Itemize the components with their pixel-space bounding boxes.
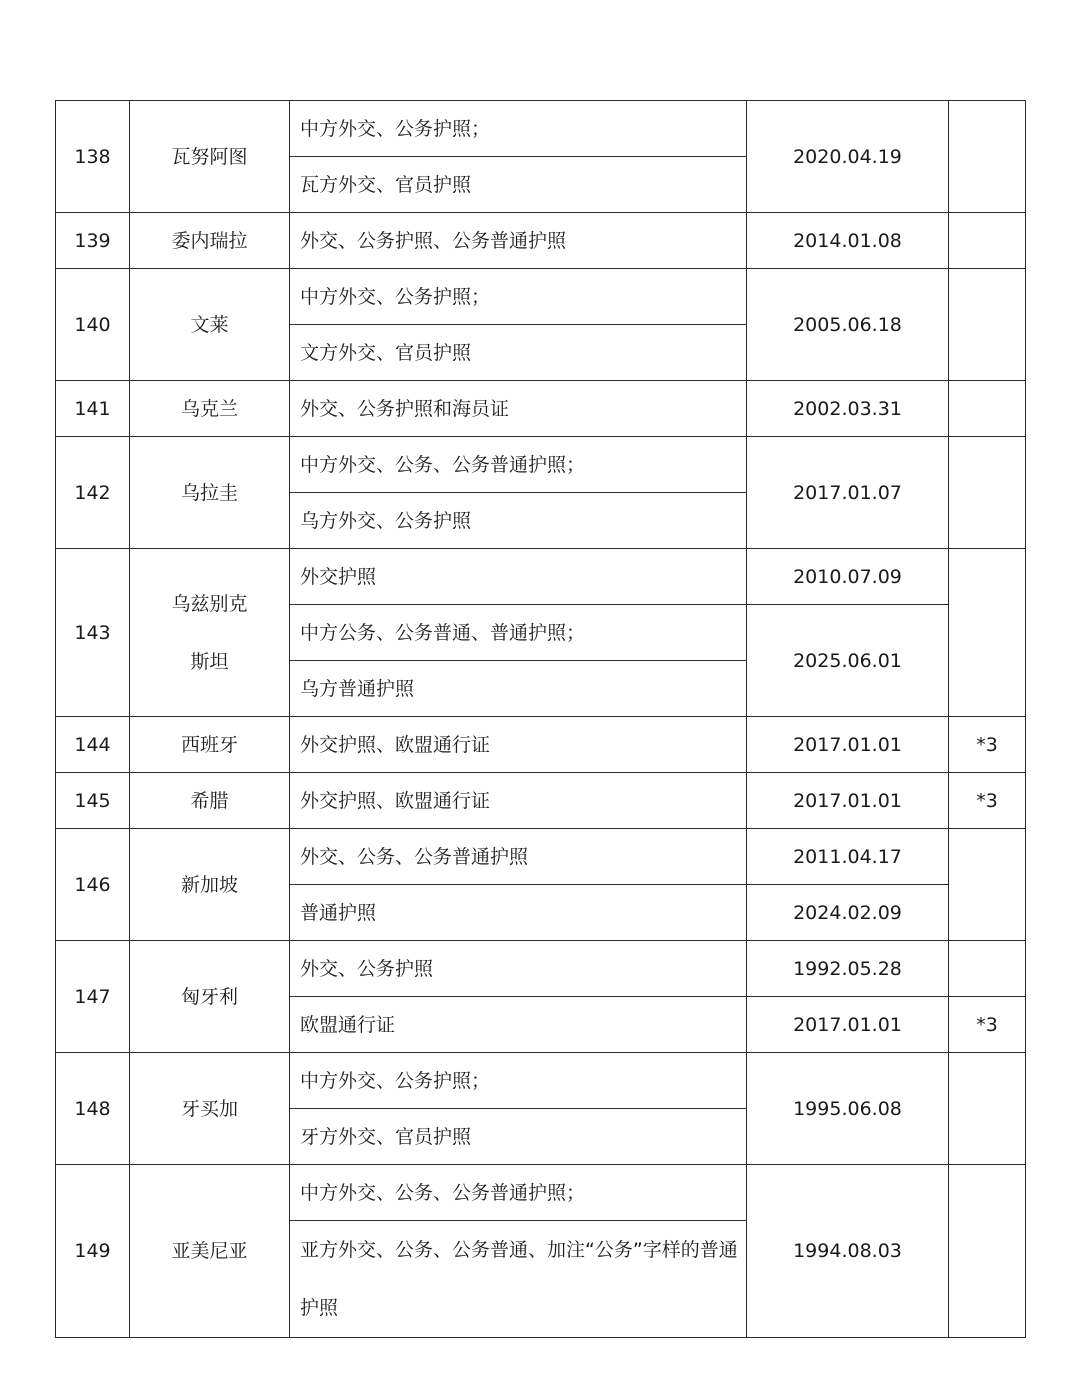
row-number: 143 bbox=[56, 549, 130, 717]
row-number: 145 bbox=[56, 773, 130, 829]
table-row bbox=[56, 269, 1026, 325]
passport-type: 瓦方外交、官员护照 bbox=[290, 157, 747, 213]
remark bbox=[949, 941, 1026, 997]
effective-date: 2017.01.01 bbox=[747, 773, 949, 829]
country-name: 牙买加 bbox=[130, 1053, 290, 1165]
remark bbox=[949, 1053, 1026, 1165]
country-name: 乌克兰 bbox=[130, 381, 290, 437]
effective-date: 2011.04.17 bbox=[747, 829, 949, 885]
passport-type: 外交护照、欧盟通行证 bbox=[290, 717, 747, 773]
passport-type: 乌方外交、公务护照 bbox=[290, 493, 747, 549]
row-number: 148 bbox=[56, 1053, 130, 1165]
remark bbox=[949, 1165, 1026, 1338]
table-row bbox=[56, 941, 1026, 997]
row-number: 146 bbox=[56, 829, 130, 941]
table-row bbox=[56, 381, 1026, 437]
country-name: 新加坡 bbox=[130, 829, 290, 941]
remark bbox=[949, 549, 1026, 717]
passport-type: 外交、公务、公务普通护照 bbox=[290, 829, 747, 885]
effective-date: 2024.02.09 bbox=[747, 885, 949, 941]
passport-type: 欧盟通行证 bbox=[290, 997, 747, 1053]
effective-date: 2010.07.09 bbox=[747, 549, 949, 605]
remark bbox=[949, 829, 1026, 941]
effective-date: 2014.01.08 bbox=[747, 213, 949, 269]
row-number: 144 bbox=[56, 717, 130, 773]
country-name: 乌拉圭 bbox=[130, 437, 290, 549]
table-body bbox=[56, 101, 1026, 1338]
passport-type: 外交、公务护照、公务普通护照 bbox=[290, 213, 747, 269]
effective-date: 1994.08.03 bbox=[747, 1165, 949, 1338]
passport-type: 外交护照、欧盟通行证 bbox=[290, 773, 747, 829]
passport-type: 普通护照 bbox=[290, 885, 747, 941]
effective-date: 2002.03.31 bbox=[747, 381, 949, 437]
passport-type: 中方外交、公务、公务普通护照； bbox=[290, 1165, 747, 1221]
row-number: 141 bbox=[56, 381, 130, 437]
effective-date: 2025.06.01 bbox=[747, 605, 949, 717]
row-number: 149 bbox=[56, 1165, 130, 1338]
remark bbox=[949, 213, 1026, 269]
table-row bbox=[56, 1165, 1026, 1221]
country-name: 希腊 bbox=[130, 773, 290, 829]
visa-exemption-table bbox=[55, 100, 1026, 1338]
effective-date: 1995.06.08 bbox=[747, 1053, 949, 1165]
passport-type: 中方外交、公务护照； bbox=[290, 101, 747, 157]
remark bbox=[949, 101, 1026, 213]
table-row bbox=[56, 549, 1026, 605]
remark bbox=[949, 381, 1026, 437]
passport-type: 外交、公务护照 bbox=[290, 941, 747, 997]
remark: *3 bbox=[949, 997, 1026, 1053]
passport-type: 外交、公务护照和海员证 bbox=[290, 381, 747, 437]
passport-type: 乌方普通护照 bbox=[290, 661, 747, 717]
table-row bbox=[56, 437, 1026, 493]
remark: *3 bbox=[949, 773, 1026, 829]
country-name: 委内瑞拉 bbox=[130, 213, 290, 269]
table-row bbox=[56, 213, 1026, 269]
table-row bbox=[56, 829, 1026, 885]
country-name: 西班牙 bbox=[130, 717, 290, 773]
effective-date: 1992.05.28 bbox=[747, 941, 949, 997]
row-number: 140 bbox=[56, 269, 130, 381]
passport-type: 文方外交、官员护照 bbox=[290, 325, 747, 381]
table-row bbox=[56, 773, 1026, 829]
effective-date: 2017.01.01 bbox=[747, 997, 949, 1053]
passport-type: 外交护照 bbox=[290, 549, 747, 605]
row-number: 142 bbox=[56, 437, 130, 549]
country-name: 匈牙利 bbox=[130, 941, 290, 1053]
table-row bbox=[56, 1053, 1026, 1109]
remark: *3 bbox=[949, 717, 1026, 773]
effective-date: 2020.04.19 bbox=[747, 101, 949, 213]
country-name: 瓦努阿图 bbox=[130, 101, 290, 213]
passport-type: 亚方外交、公务、公务普通、加注“公务”字样的普通护照 bbox=[290, 1221, 747, 1338]
passport-type: 中方外交、公务、公务普通护照； bbox=[290, 437, 747, 493]
passport-type: 中方公务、公务普通、普通护照； bbox=[290, 605, 747, 661]
table-row bbox=[56, 717, 1026, 773]
passport-type: 牙方外交、官员护照 bbox=[290, 1109, 747, 1165]
effective-date: 2017.01.01 bbox=[747, 717, 949, 773]
passport-type: 中方外交、公务护照； bbox=[290, 1053, 747, 1109]
country-name: 文莱 bbox=[130, 269, 290, 381]
row-number: 147 bbox=[56, 941, 130, 1053]
passport-type: 中方外交、公务护照； bbox=[290, 269, 747, 325]
table-row bbox=[56, 101, 1026, 157]
remark bbox=[949, 269, 1026, 381]
country-name: 亚美尼亚 bbox=[130, 1165, 290, 1338]
country-name: 乌兹别克斯坦 bbox=[130, 549, 290, 717]
row-number: 139 bbox=[56, 213, 130, 269]
remark bbox=[949, 437, 1026, 549]
row-number: 138 bbox=[56, 101, 130, 213]
effective-date: 2017.01.07 bbox=[747, 437, 949, 549]
effective-date: 2005.06.18 bbox=[747, 269, 949, 381]
